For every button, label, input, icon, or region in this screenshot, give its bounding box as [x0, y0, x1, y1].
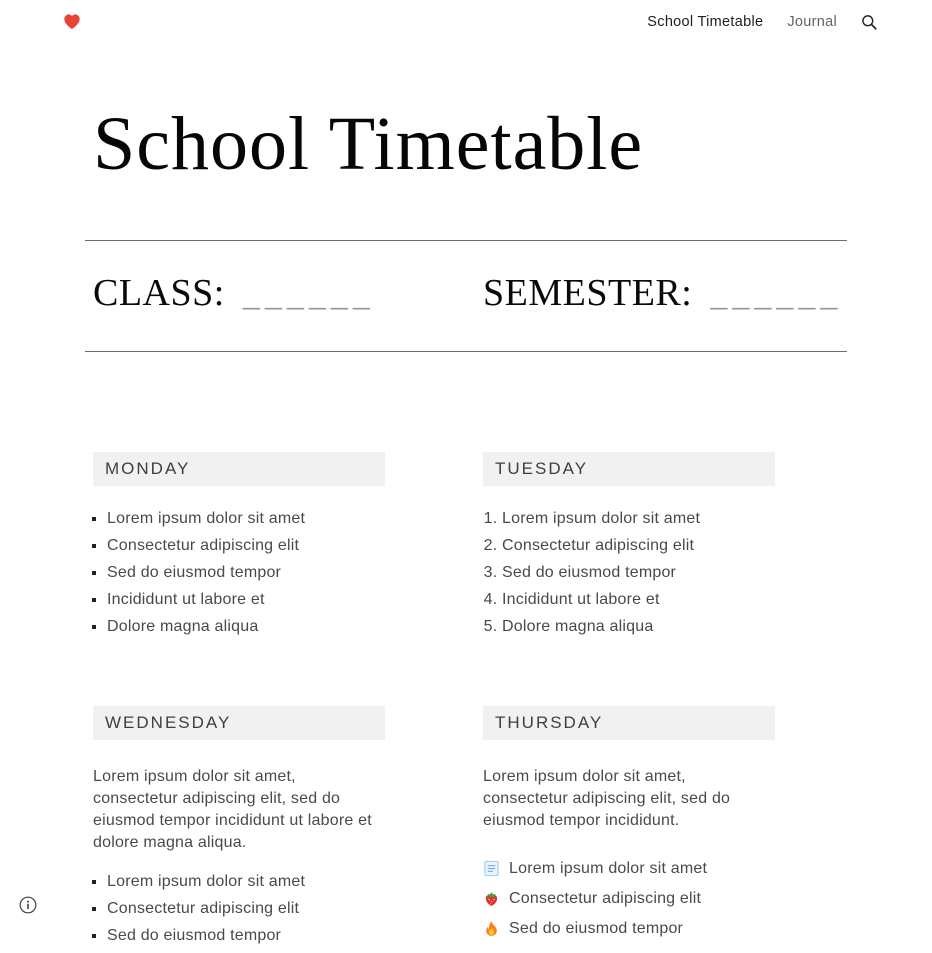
days-grid — [85, 452, 847, 953]
day-header-wednesday: WEDNESDAY — [93, 706, 385, 740]
monday-list — [93, 509, 385, 637]
day-section-monday — [93, 452, 385, 644]
thursday-paragraph: Lorem ipsum dolor sit amet, consectetur adipiscing elit, sed do eiusmod tempor incididunt. — [483, 767, 731, 829]
semester-label: SEMESTER: — [483, 272, 693, 314]
page-title: School Timetable — [93, 102, 644, 186]
page-content — [85, 102, 847, 953]
class-semester-row — [85, 271, 847, 317]
list-item — [483, 914, 775, 944]
notepad-emoji — [483, 860, 500, 877]
list-item: ▪ Dolore magna aliqua — [107, 617, 385, 637]
tuesday-list — [483, 509, 775, 637]
day-header-tuesday: TUESDAY — [483, 452, 775, 486]
list-item: ▪ Lorem ipsum dolor sit amet — [107, 509, 385, 529]
nav-link-school-timetable[interactable]: School Timetable — [647, 14, 764, 30]
list-item: ▪ Incididunt ut labore et — [107, 590, 385, 610]
class-blank-value: ______ — [242, 276, 375, 313]
wednesday-paragraph: Lorem ipsum dolor sit amet, consectetur adipiscing elit, sed do eiusmod tempor incididunt ut labore et dolore magna aliqua. — [93, 767, 372, 851]
list-item-text: Consectetur adipiscing elit — [509, 889, 702, 907]
divider — [85, 351, 847, 352]
list-item-text: Lorem ipsum dolor sit amet — [509, 859, 708, 877]
divider — [85, 240, 847, 241]
fire-emoji — [483, 920, 500, 937]
search-icon[interactable] — [857, 10, 881, 34]
list-item: ▪ Sed do eiusmod tempor — [107, 926, 385, 946]
list-item: ▪ Consectetur adipiscing elit — [107, 536, 385, 556]
list-item: 1. Lorem ipsum dolor sit amet — [502, 509, 775, 529]
day-section-thursday — [483, 706, 775, 953]
semester-blank-value: ______ — [710, 276, 843, 313]
day-section-tuesday — [483, 452, 775, 644]
list-item: ▪ Sed do eiusmod tempor — [107, 563, 385, 583]
list-item: ▪ Consectetur adipiscing elit — [107, 899, 385, 919]
class-field — [93, 271, 385, 317]
heart-icon[interactable] — [63, 13, 81, 31]
list-item — [483, 854, 775, 884]
thursday-list — [483, 854, 775, 944]
day-header-monday: MONDAY — [93, 452, 385, 486]
list-item-text: Sed do eiusmod tempor — [509, 919, 684, 937]
main-nav — [635, 10, 881, 34]
day-section-wednesday — [93, 706, 385, 953]
info-icon[interactable] — [19, 896, 37, 914]
class-label: CLASS: — [93, 272, 225, 314]
list-item — [483, 884, 775, 914]
nav-link-journal[interactable]: Journal — [787, 14, 837, 30]
strawberry-emoji — [483, 890, 500, 907]
list-item: 5. Dolore magna aliqua — [502, 617, 775, 637]
semester-field — [483, 271, 843, 317]
wednesday-list — [93, 872, 385, 946]
list-item: 2. Consectetur adipiscing elit — [502, 536, 775, 556]
top-bar — [0, 0, 932, 44]
day-header-thursday: THURSDAY — [483, 706, 775, 740]
list-item: 3. Sed do eiusmod tempor — [502, 563, 775, 583]
list-item: ▪ Lorem ipsum dolor sit amet — [107, 872, 385, 892]
list-item: 4. Incididunt ut labore et — [502, 590, 775, 610]
